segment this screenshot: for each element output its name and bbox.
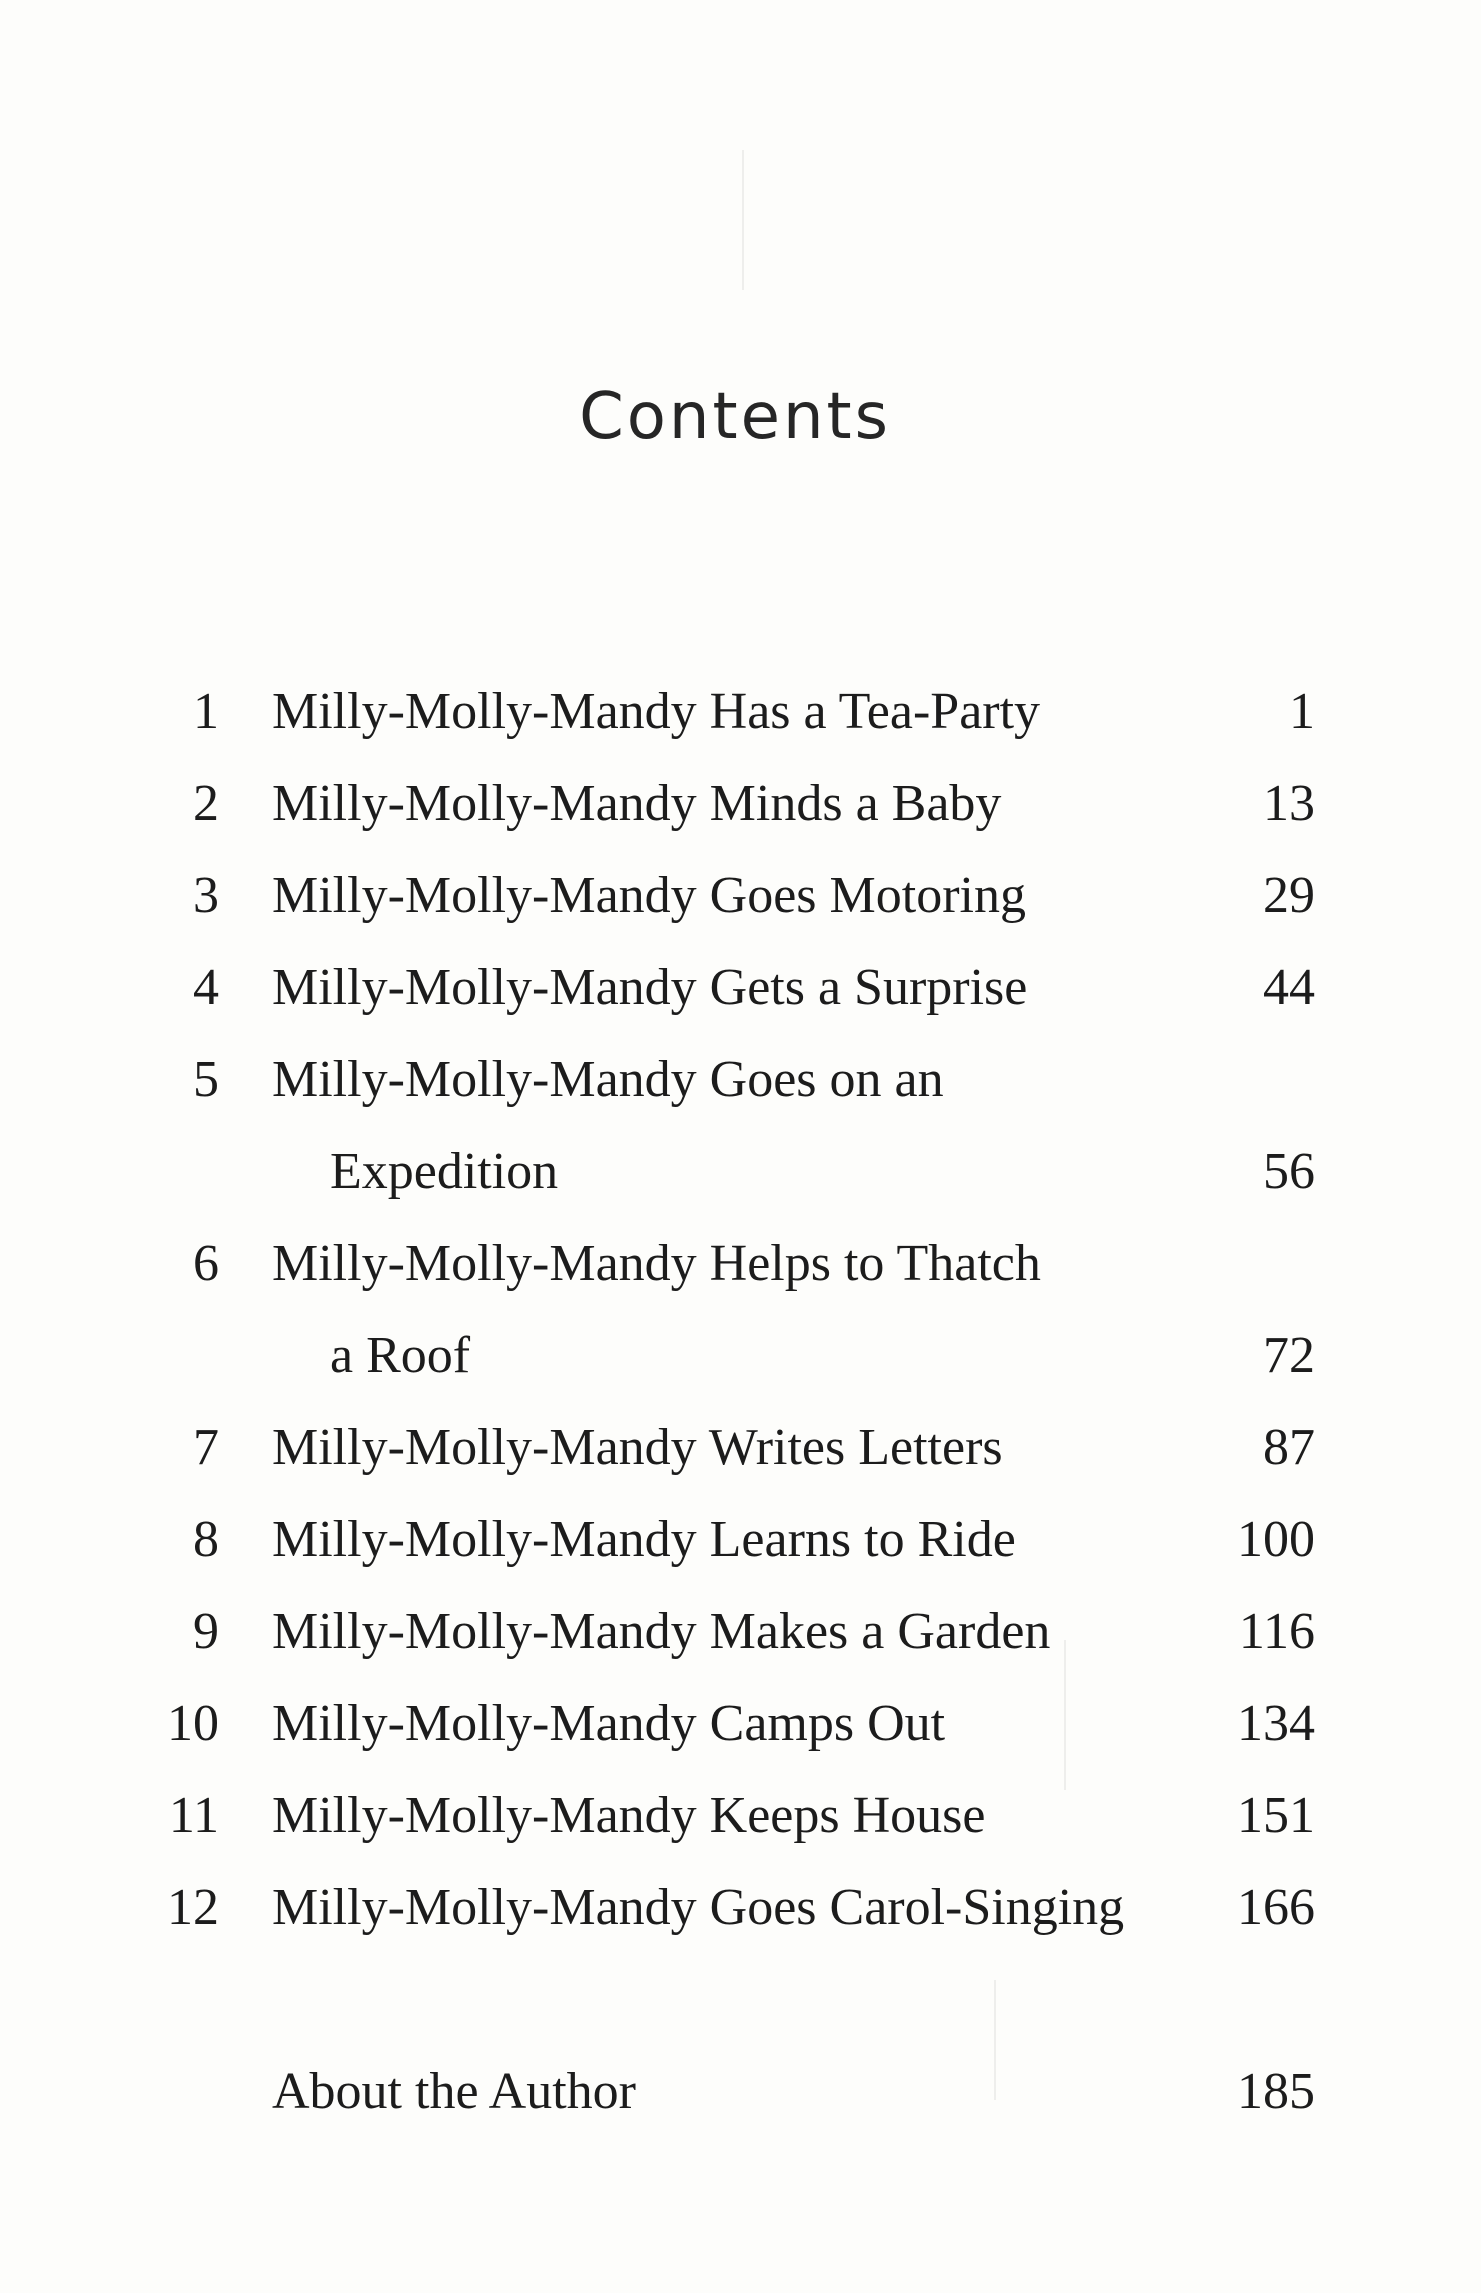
page-title: Contents <box>579 380 891 454</box>
chapter-title: Milly-Molly-Mandy Goes Carol-Singing <box>272 1879 1125 1936</box>
toc-row[interactable] <box>0 1402 1481 1494</box>
page-number: 116 <box>1238 1603 1315 1660</box>
chapter-number: 5 <box>193 1051 219 1108</box>
chapter-number: 4 <box>193 959 219 1016</box>
chapter-number: 1 <box>193 683 219 740</box>
chapter-title: Expedition <box>330 1143 559 1200</box>
toc-row[interactable] <box>0 1494 1481 1586</box>
chapter-number: 11 <box>168 1787 219 1844</box>
toc-row[interactable] <box>0 1770 1481 1862</box>
page-number: 44 <box>1263 959 1315 1016</box>
toc-row[interactable] <box>0 850 1481 942</box>
chapter-title: Milly-Molly-Mandy Helps to Thatch <box>272 1235 1041 1292</box>
scan-artifact-line <box>742 150 744 290</box>
toc-row[interactable] <box>0 758 1481 850</box>
page-number: 56 <box>1263 1143 1315 1200</box>
toc-row-continuation[interactable] <box>0 1310 1481 1402</box>
toc-row-continuation[interactable] <box>0 1126 1481 1218</box>
page-number: 13 <box>1263 775 1315 832</box>
chapter-title: a Roof <box>330 1327 471 1384</box>
page-number: 1 <box>1289 683 1315 740</box>
page-number: 134 <box>1237 1695 1315 1752</box>
chapter-title: Milly-Molly-Mandy Learns to Ride <box>272 1511 1016 1568</box>
page-number: 100 <box>1237 1511 1315 1568</box>
chapter-number: 6 <box>193 1235 219 1292</box>
chapter-title: Milly-Molly-Mandy Minds a Baby <box>272 775 1002 832</box>
chapter-number: 2 <box>193 775 219 832</box>
chapter-number: 12 <box>167 1879 219 1936</box>
page-number: 166 <box>1237 1879 1315 1936</box>
about-title: About the Author <box>272 2063 636 2120</box>
page-number: 72 <box>1263 1327 1315 1384</box>
toc-row[interactable] <box>0 666 1481 758</box>
chapter-number: 9 <box>193 1603 219 1660</box>
toc-row[interactable] <box>0 1586 1481 1678</box>
chapter-title: Milly-Molly-Mandy Keeps House <box>272 1787 986 1844</box>
toc-row[interactable] <box>0 1034 1481 1126</box>
chapter-title: Milly-Molly-Mandy Writes Letters <box>272 1419 1003 1476</box>
chapter-title: Milly-Molly-Mandy Camps Out <box>272 1695 946 1752</box>
toc-row[interactable] <box>0 1678 1481 1770</box>
page-number: 29 <box>1263 867 1315 924</box>
toc-row-about[interactable] <box>0 2046 1481 2138</box>
chapter-title: Milly-Molly-Mandy Has a Tea-Party <box>272 683 1041 740</box>
toc-spacer <box>0 1954 1481 2046</box>
toc-row[interactable] <box>0 1862 1481 1954</box>
page-number: 87 <box>1263 1419 1315 1476</box>
chapter-title: Milly-Molly-Mandy Goes on an <box>272 1051 944 1108</box>
toc-row[interactable] <box>0 1218 1481 1310</box>
chapter-title: Milly-Molly-Mandy Gets a Surprise <box>272 959 1028 1016</box>
chapter-title: Milly-Molly-Mandy Makes a Garden <box>272 1603 1051 1660</box>
toc-row[interactable] <box>0 942 1481 1034</box>
chapter-number: 10 <box>167 1695 219 1752</box>
chapter-number: 7 <box>193 1419 219 1476</box>
page-number: 151 <box>1237 1787 1315 1844</box>
table-of-contents <box>0 666 1481 2138</box>
chapter-number: 8 <box>193 1511 219 1568</box>
chapter-number: 3 <box>193 867 219 924</box>
about-page-number: 185 <box>1237 2063 1315 2120</box>
chapter-title: Milly-Molly-Mandy Goes Motoring <box>272 867 1026 924</box>
